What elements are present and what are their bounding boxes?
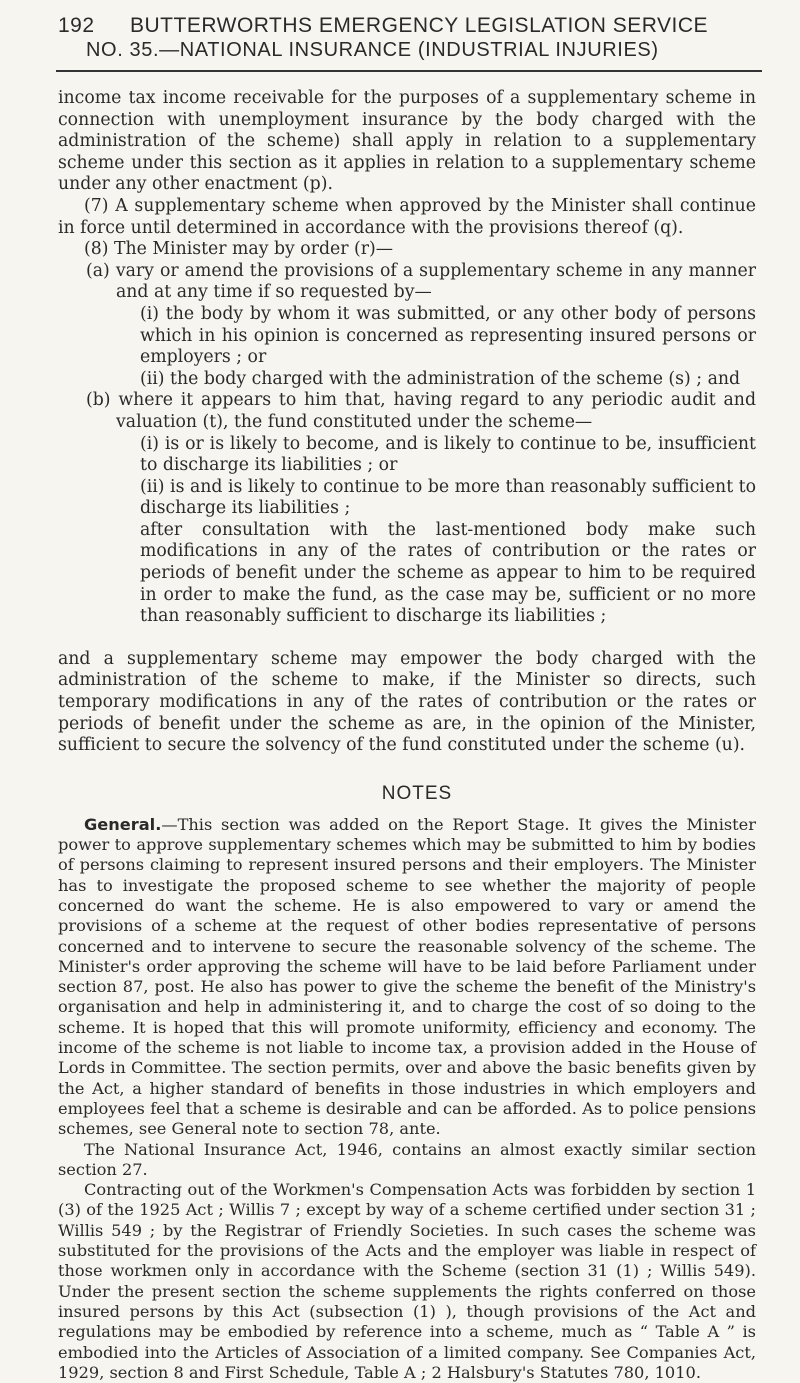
paragraph-8a-label: (a) xyxy=(86,260,110,281)
paragraph-8b xyxy=(58,390,756,433)
sub-paragraph-8b-ii: (ii) is and is likely to continue to be more than reasonably sufficient to discharge its liabilities ; xyxy=(140,476,756,519)
notes-heading: NOTES xyxy=(381,782,453,804)
subsection-8: (8) The Minister may by order (r)— xyxy=(84,239,394,260)
running-title: BUTTERWORTHS EMERGENCY LEGISLATION SERVICE xyxy=(130,14,709,37)
paragraph-8a xyxy=(58,261,756,304)
statute-body xyxy=(58,88,756,757)
note-general-text: —This section was added on the Report Stage. It gives the Minister power to approve supplementary schemes which may be submitted to him by bodies of persons claiming to represent insured persons and their employers. The Minister has to investigate the proposed scheme to see whether the majority of people concerned do want the scheme. He is also empowered to vary or amend the provisions of a scheme at the request of other bodies representative of persons concerned and to intervene to secure the reasonable solvency of the scheme. The Minister's order approving the scheme will have to be laid before Parliament under section 87, post. He also has power to give the scheme the benefit of the Ministry's organisation and help in administering it, and to charge the cost of so doing to the scheme. It is hoped that this will promote uniformity, efficiency and economy. The income of the scheme is not liable to income tax, a provision added in the House of Lords in Committee. The section permits, over and above the basic benefits given by the Act, a higher standard of benefits in those industries in which employers and employees feel that a scheme is desirable and can be afforded. As to police pensions schemes, see General note to section 78, ante. xyxy=(58,814,756,1139)
subsection-7: (7) A supplementary scheme when approved by the Minister shall continue in force until determined in accordance with the provisions thereof (q). xyxy=(58,195,756,238)
paragraph-8-final: and a supplementary scheme may empower the body charged with the administration of the scheme to make, if the Minister so directs, such temporary modifications in any of the rates of contribution or the rates or periods of benefit under the scheme as are, in the opinion of the Minister, sufficient to secure the solvency of the fund constituted under the scheme (u). xyxy=(58,648,756,756)
paragraph-8a-text: vary or amend the provisions of a supplementary scheme in any manner and at any time if so requested by— xyxy=(115,260,756,303)
spacer xyxy=(58,628,756,649)
sub-paragraph-8a-ii: (ii) the body charged with the administration of the scheme (s) ; and xyxy=(140,368,741,389)
page-number: 192 xyxy=(58,14,95,37)
act-title: NO. 35.—NATIONAL INSURANCE (INDUSTRIAL INJURIES) xyxy=(86,39,659,61)
note-paragraph-3: Contracting out of the Workmen's Compensation Acts was forbidden by section 1 (3) of the 1925 Act ; Willis 7 ; except by way of a scheme certified under section 31 ; Willis 549 ; by the Registrar of Friendly Societies. In such cases the scheme was substituted for the provisions of the Acts and the employer was liable in respect of those workmen only in accordance with the Scheme (section 31 (1) ; Willis 549). Under the present section the scheme supplements the rights conferred on those insured persons by this Act (subsection (1) ), though provisions of the Act and regulations may be embodied by reference into a scheme, much as “ Table A ” is embodied into the Articles of Association of a limited company. See Companies Act, 1929, section 8 and First Schedule, Table A ; 2 Halsbury's Statutes 780, 1010. xyxy=(58,1180,756,1382)
note-general-label: General. xyxy=(84,814,162,834)
note-general xyxy=(58,815,756,1140)
running-head xyxy=(58,14,756,38)
paragraph-8-after: after consultation with the last-mentioned body make such modifications in any of the rates of contribution or the rates or periods of benefit under the scheme as appear to him to be required in order to make the fund, as the case may be, sufficient or no more than reasonably sufficient to discharge its liabilities ; xyxy=(140,519,756,627)
intro-paragraph: income tax income receivable for the purposes of a supplementary scheme in connection with unemployment insurance by the body charged with the administration of the scheme) shall apply in relation to a supplementary scheme under this section as it applies in relation to a supplementary scheme under any other enactment (p). xyxy=(58,88,756,195)
sub-paragraph-8a-i: (i) the body by whom it was submitted, or any other body of persons which in his opinion is concerned as representing insured persons or employers ; or xyxy=(140,303,756,368)
paragraph-8b-label: (b) xyxy=(86,390,111,411)
note-paragraph-2: The National Insurance Act, 1946, contains an almost exactly similar section section 27. xyxy=(58,1139,756,1179)
sub-paragraph-8b-i: (i) is or is likely to become, and is likely to continue to be, insufficient to discharge its liabilities ; or xyxy=(140,433,756,476)
notes-body xyxy=(58,815,756,1383)
header-rule xyxy=(56,70,762,72)
paragraph-8b-text: where it appears to him that, having regard to any periodic audit and valuation (t), the fund constituted under the scheme— xyxy=(116,390,757,432)
